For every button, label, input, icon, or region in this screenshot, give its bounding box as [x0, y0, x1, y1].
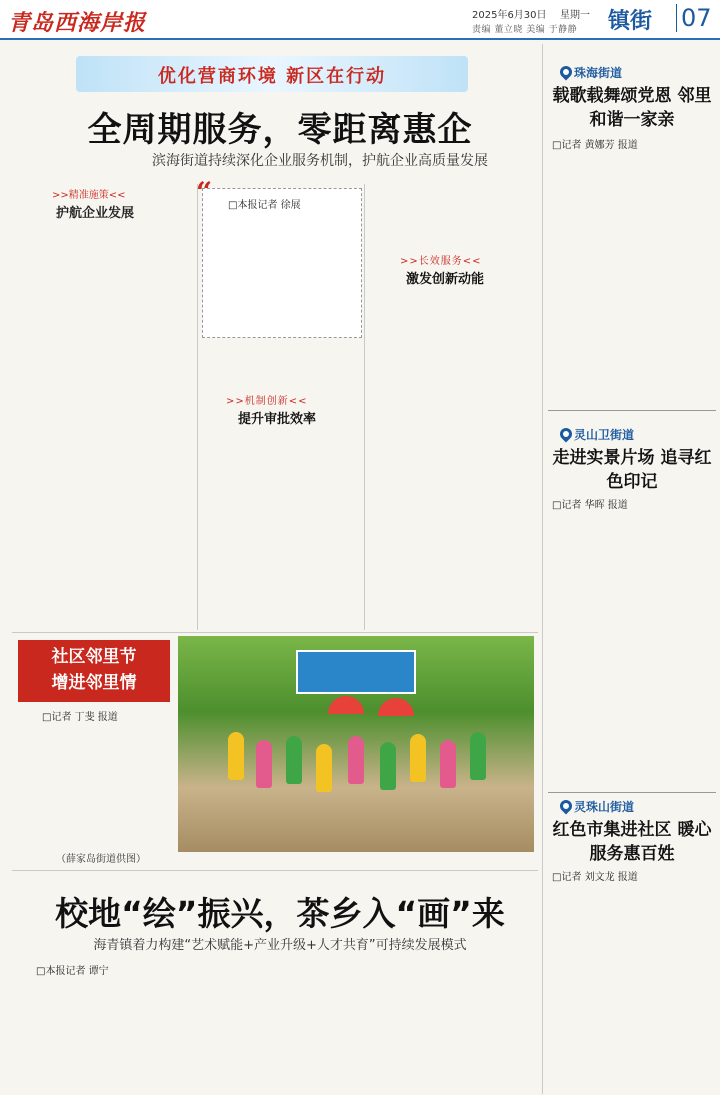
column-divider — [197, 184, 198, 630]
sidebar3-title: 红色市集进社区 暖心服务惠百姓 — [552, 820, 712, 864]
masthead — [0, 0, 720, 40]
bottom-body-col3 — [366, 962, 536, 1092]
lead-body-col3 — [368, 186, 530, 250]
bottom-subheadline: 海青镇着力构建“艺术赋能+产业升级+人才共育”可持续发展模式 — [93, 938, 467, 953]
page-number: 07 — [676, 4, 712, 32]
dancer — [348, 736, 364, 784]
location-pin-icon — [558, 426, 575, 443]
dancer — [410, 734, 426, 782]
bottom-body-col1 — [18, 980, 178, 1092]
festival-photo-credit: （薛家岛街道供图） — [56, 854, 146, 865]
sidebar1-byline: □记者 黄娜芳 报道 — [552, 140, 638, 151]
festival-title-line2: 增进邻里情 — [51, 673, 137, 693]
lead-body-col1 — [18, 222, 194, 630]
sidebar2-title: 走进实景片场 追寻红色印记 — [552, 448, 712, 492]
sidebar1-body — [552, 152, 712, 400]
lead-body-col3b — [368, 290, 530, 630]
stage-banner — [296, 650, 416, 694]
section2-kicker: >>机制创新<< — [226, 396, 308, 407]
festival-body — [18, 724, 170, 844]
fan-prop — [328, 696, 364, 714]
lead-body-col2b — [202, 430, 362, 630]
dancer — [228, 732, 244, 780]
location-pin-icon — [558, 798, 575, 815]
theme-banner-text: 优化营商环境 新区在行动 — [157, 66, 387, 87]
sidebar3-tag: 灵珠山街道 — [574, 800, 635, 814]
section-name: 镇街 — [608, 9, 653, 34]
fan-prop — [378, 698, 414, 716]
lead-headline: 全周期服务，零距离惠企 — [87, 110, 473, 150]
lead-subheadline: 滨海街道持续深化企业服务机制，护航企业高质量发展 — [152, 153, 488, 169]
dancer — [440, 740, 456, 788]
sidebar-separator — [548, 410, 716, 411]
section-divider — [12, 870, 538, 871]
dancer — [470, 732, 486, 780]
column-divider — [364, 184, 365, 630]
bottom-body-col2 — [188, 962, 356, 1092]
festival-title-box — [18, 640, 170, 702]
lead-byline: □本报记者 徐展 — [228, 200, 301, 211]
dancer — [256, 740, 272, 788]
section3-title: 激发创新动能 — [406, 272, 485, 287]
sidebar3-byline: □记者 刘文龙 报道 — [552, 872, 638, 883]
lead-body-col2 — [202, 344, 362, 380]
festival-byline: □记者 丁斐 报道 — [42, 712, 118, 723]
sidebar3-body — [552, 884, 712, 1092]
section2-title: 提升审批效率 — [238, 412, 317, 427]
sidebar1-title: 载歌载舞颂党恩 邻里和谐一家亲 — [552, 86, 712, 130]
sidebar2-tag: 灵山卫街道 — [574, 428, 635, 442]
dancer — [380, 742, 396, 790]
sidebar2-body — [552, 512, 712, 784]
festival-title-line1: 社区邻里节 — [51, 647, 137, 667]
festival-photo — [178, 636, 534, 852]
bottom-byline: □本报记者 谭宁 — [36, 966, 109, 977]
location-pin-icon — [558, 64, 575, 81]
theme-banner — [76, 56, 468, 92]
dancer — [286, 736, 302, 784]
issue-date: 2025年6月30日 — [472, 10, 547, 21]
sidebar1-tag: 珠海街道 — [574, 66, 623, 80]
newspaper-logo: 青岛西海岸报 — [8, 10, 147, 36]
sidebar2-byline: □记者 华晖 报道 — [552, 500, 628, 511]
section-divider — [12, 632, 538, 633]
issue-weekday: 星期一 — [560, 10, 590, 21]
editors-credit: 责编 董立晓 美编 于静静 — [472, 25, 578, 35]
lead-quote-text — [208, 214, 358, 332]
sidebar-separator — [548, 792, 716, 793]
section1-title: 护航企业发展 — [56, 206, 135, 221]
bottom-headline: 校地“绘”振兴，茶乡入“画”来 — [55, 894, 505, 933]
section1-kicker: >>精准施策<< — [52, 190, 126, 201]
dancer — [316, 744, 332, 792]
sidebar-divider — [542, 44, 543, 1094]
festival-title — [18, 644, 170, 696]
section3-kicker: >>长效服务<< — [400, 256, 482, 267]
